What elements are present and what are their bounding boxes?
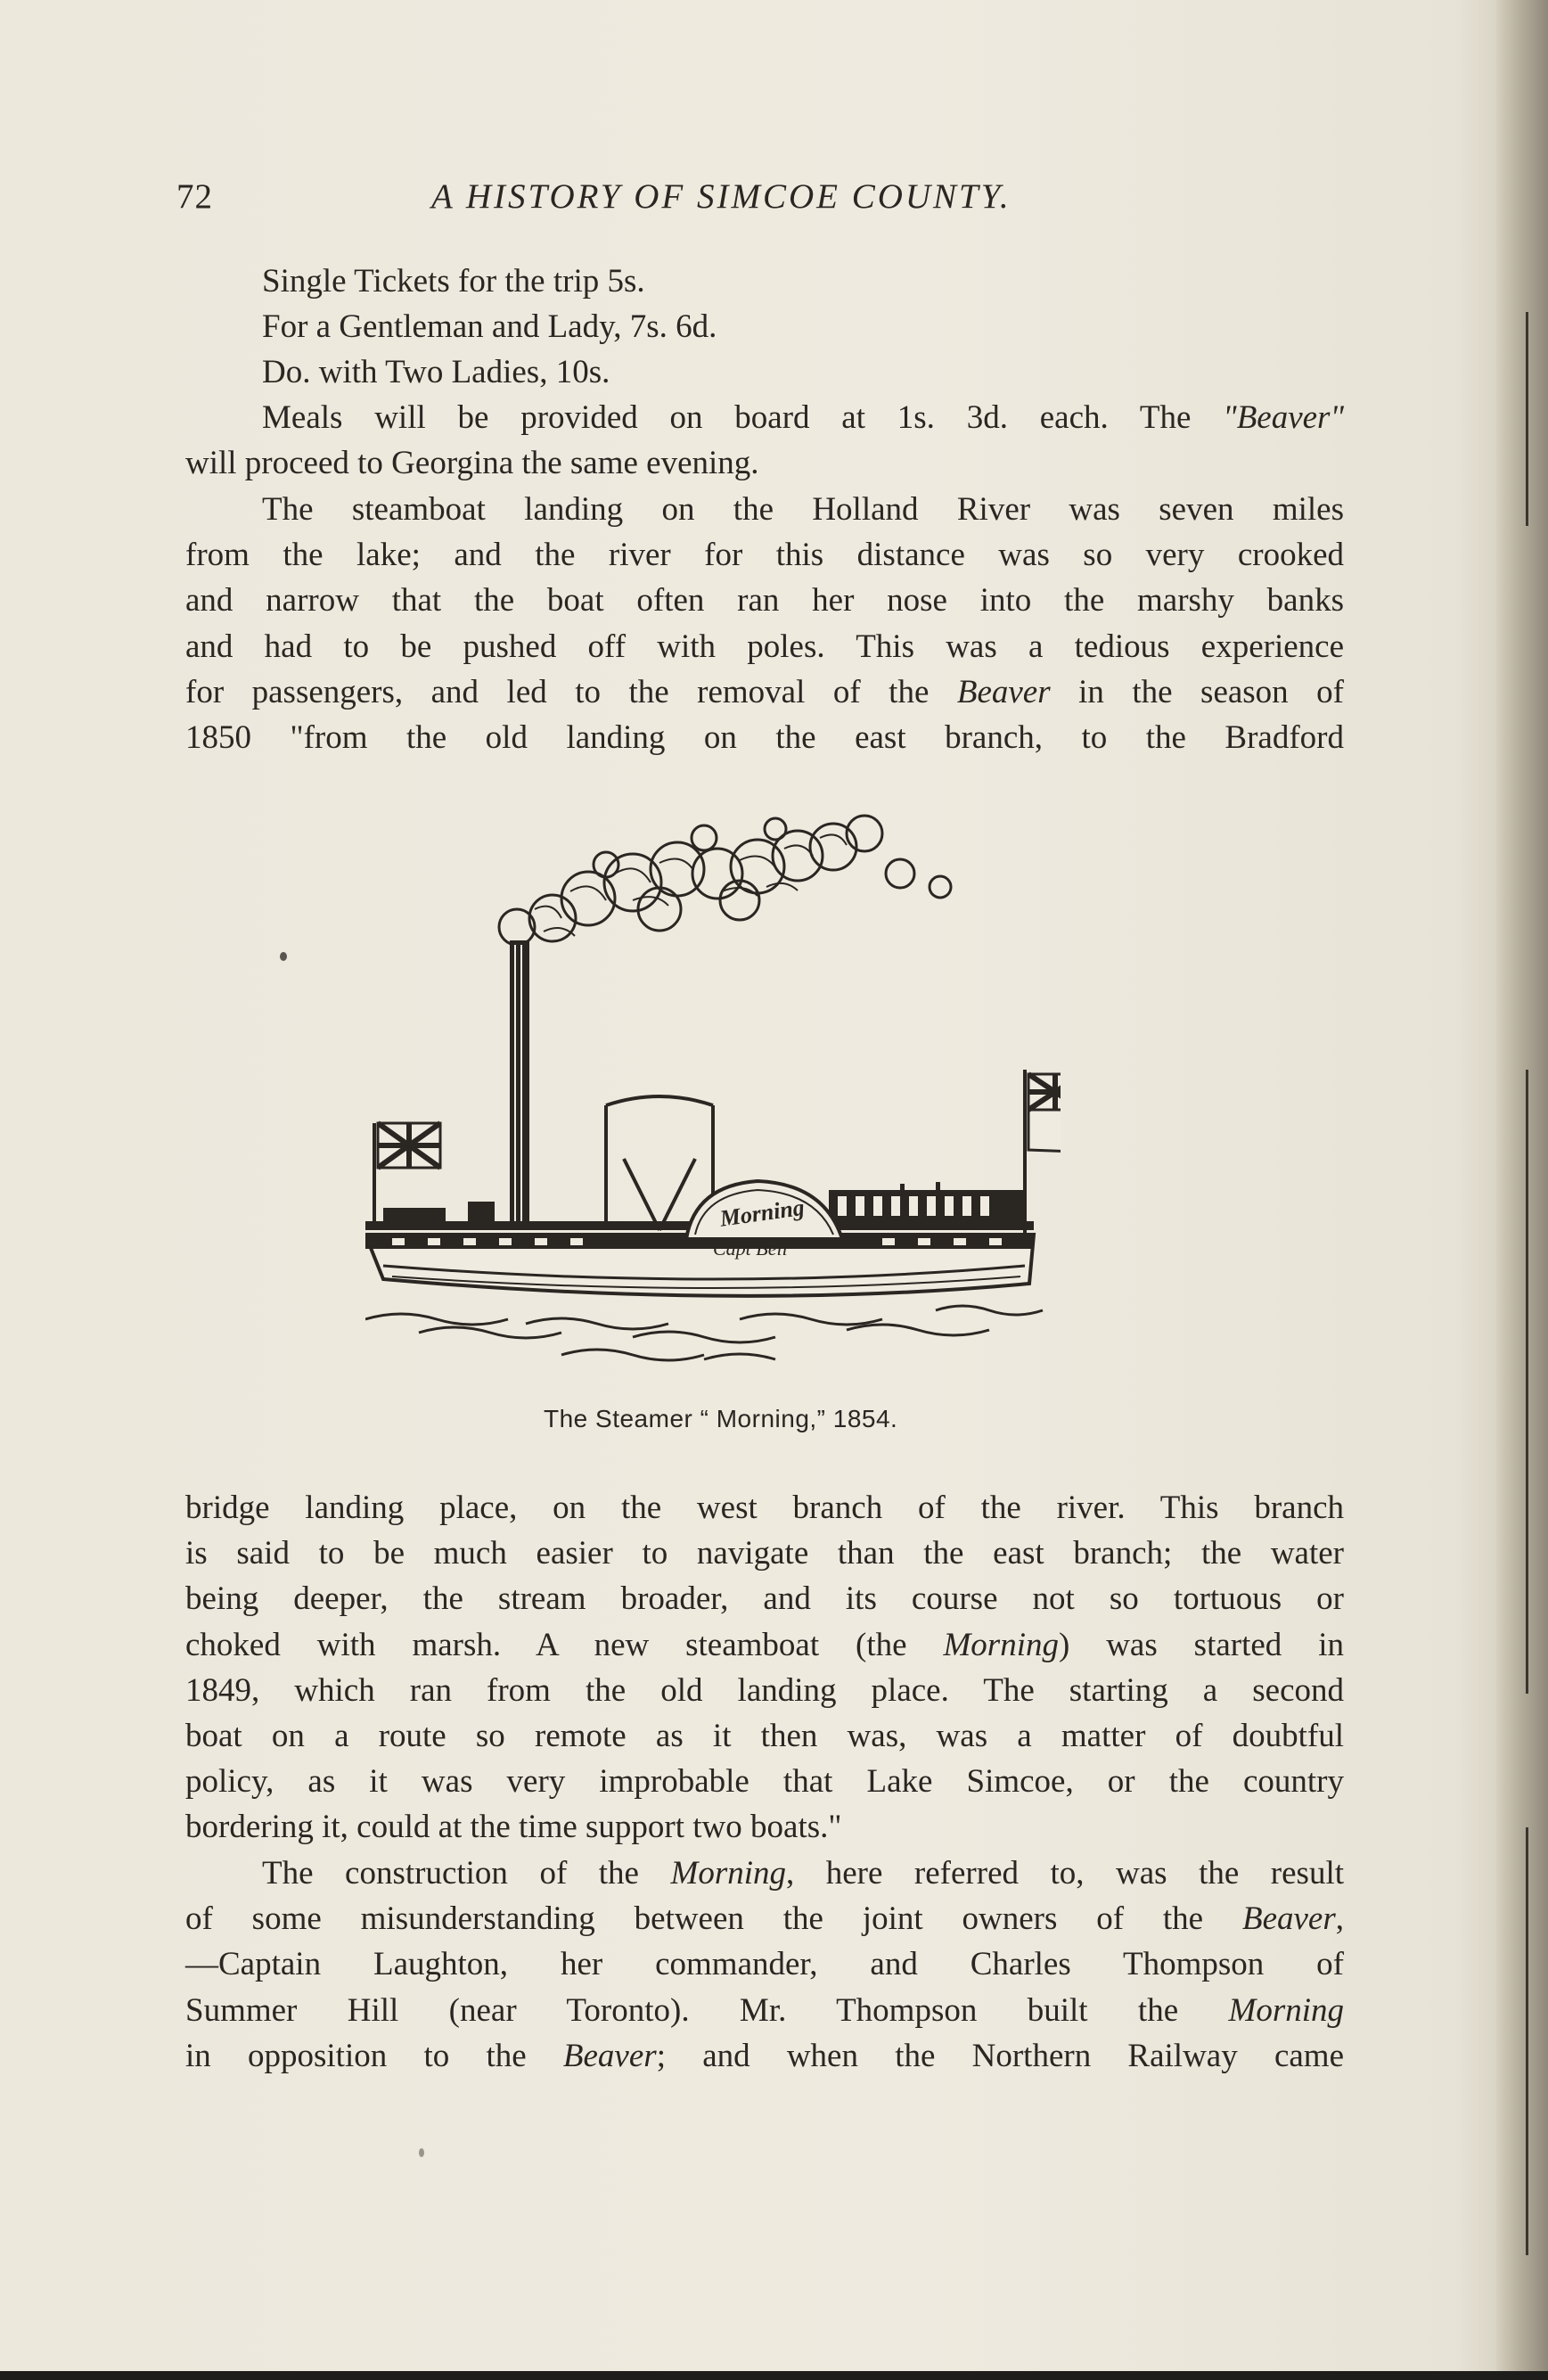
text-line: Summer Hill (near Toronto). Mr. Thompson built the Morning: [185, 1991, 1344, 2029]
paddlebox-name: Morning: [717, 1194, 807, 1232]
paragraph-bridge: [185, 1485, 1344, 1851]
page-number: 72: [176, 177, 213, 216]
steamer-illustration: [365, 784, 1061, 1391]
gutter-shadow: [1526, 312, 1528, 526]
text-line: and narrow that the boat often ran her nose into the marshy banks: [185, 582, 1344, 620]
paragraph-meals: [185, 395, 1344, 486]
text-line: is said to be much easier to navigate than the east branch; the water: [185, 1535, 1344, 1572]
book-gutter: [1496, 0, 1548, 2380]
ticket-line: Single Tickets for the trip 5s.: [262, 263, 645, 300]
text-line: and had to be pushed off with poles. This was a tedious experience: [185, 628, 1344, 665]
paragraph-construction: [185, 1851, 1344, 2079]
text-line: for passengers, and led to the removal of the Beaver in the season of: [185, 673, 1344, 710]
hull: [365, 1235, 1034, 1296]
stern-ensign: [1028, 1074, 1061, 1154]
page-header: [176, 176, 1103, 230]
bow-flag: [378, 1123, 440, 1168]
ticket-line: Do. with Two Ladies, 10s.: [262, 354, 610, 391]
gutter-shadow: [1526, 1070, 1528, 1694]
smoke-hatching: [535, 834, 847, 936]
text-line: being deeper, the stream broader, and its course not so tortuous or: [185, 1580, 1344, 1618]
water-waves: [365, 1306, 1043, 1360]
running-title: A HISTORY OF SIMCOE COUNTY.: [431, 177, 1012, 216]
paragraph-landing: [185, 487, 1344, 760]
gutter-shadow: [1526, 1827, 1528, 2255]
ticket-line: For a Gentleman and Lady, 7s. 6d.: [262, 308, 717, 346]
text-line: from the lake; and the river for this distance was so very crooked: [185, 537, 1344, 574]
text-line: choked with marsh. A new steamboat (the Morning) was started in: [185, 1626, 1344, 1663]
page-bottom-edge: [0, 2371, 1548, 2380]
text-line: The steamboat landing on the Holland River was seven miles: [262, 491, 1344, 528]
paddlebox-captain: Capt Bell: [713, 1237, 788, 1260]
ink-speck: [419, 2148, 424, 2157]
text-line: Meals will be provided on board at 1s. 3d. each. The "Beaver": [262, 399, 1344, 436]
text-line: boat on a route so remote as it then was, was a matter of doubtful: [185, 1717, 1344, 1754]
text-line: in opposition to the Beaver; and when the Northern Railway came: [185, 2037, 1344, 2074]
text-line: policy, as it was very improbable that Lake Simcoe, or the country: [185, 1763, 1344, 1801]
text-line: 1849, which ran from the old landing place. The starting a second: [185, 1671, 1344, 1709]
text-line: of some misunderstanding between the joint owners of the Beaver,: [185, 1900, 1344, 1938]
smokestack: [510, 940, 529, 1226]
ink-speck: [280, 952, 287, 961]
figure-caption: The Steamer “ Morning,” 1854.: [544, 1405, 898, 1432]
steamboat-engraving: [365, 784, 1061, 1391]
text-line: 1850 "from the old landing on the east branch, to the Bradford: [185, 718, 1344, 756]
text-line: bordering it, could at the time support two boats.": [185, 1809, 842, 1846]
text-line: The construction of the Morning, here referred to, was the result: [262, 1855, 1345, 1892]
ticket-prices: [185, 259, 1344, 396]
text-line: —Captain Laughton, her commander, and Charles Thompson of: [185, 1946, 1344, 1983]
text-line: will proceed to Georgina the same evening.: [185, 445, 759, 482]
text-line: bridge landing place, on the west branch of the river. This branch: [185, 1490, 1344, 1526]
smoke-plume: [499, 816, 951, 945]
